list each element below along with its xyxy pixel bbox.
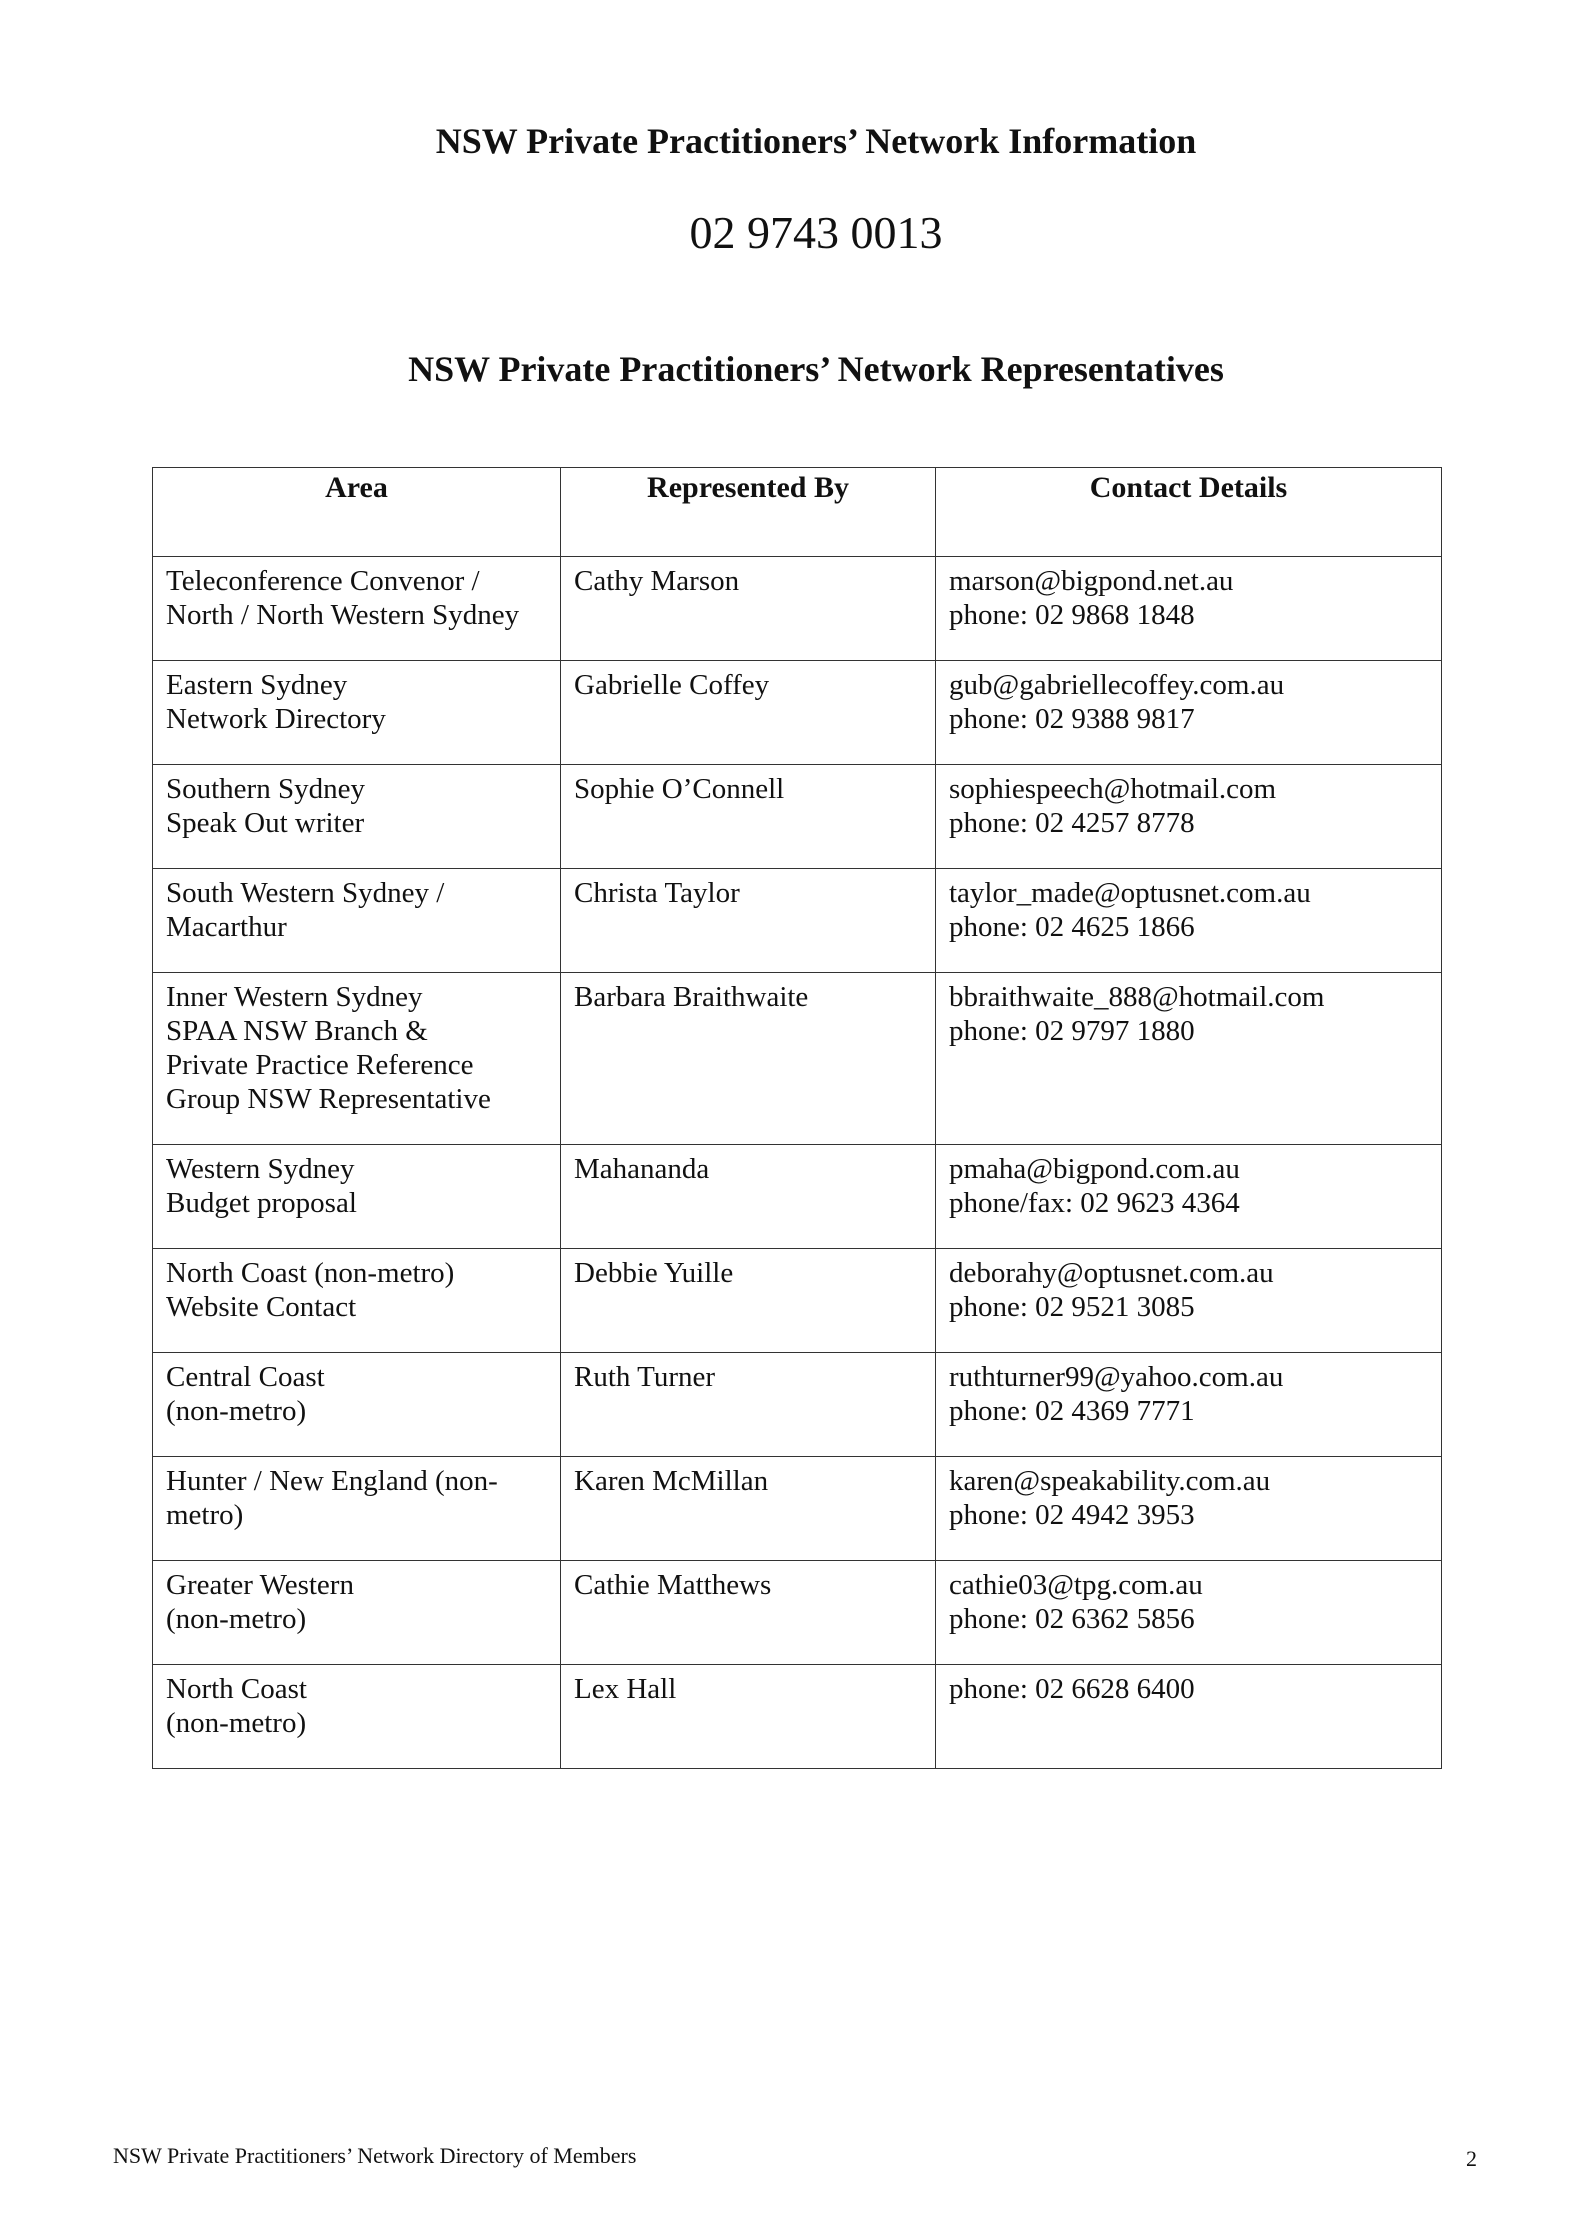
representative-cell (561, 1249, 936, 1353)
representative-cell (561, 869, 936, 973)
area-line: (non-metro) (166, 1395, 307, 1427)
representatives-table (152, 467, 1442, 1769)
page-number: 2 (1466, 2146, 1477, 2171)
area-line: Central Coast (166, 1361, 325, 1393)
column-header-area: Area (153, 468, 561, 557)
column-header-contact-details: Contact Details (936, 468, 1442, 557)
area-line: North / North Western Sydney (166, 599, 520, 631)
area-line: Hunter / New England (non- (166, 1465, 498, 1497)
area-line: Speak Out writer (166, 807, 365, 839)
representative-cell (561, 973, 936, 1145)
page-title: NSW Private Practitioners’ Network Information (435, 121, 1197, 161)
table-row (153, 661, 1442, 765)
representative-name: Lex Hall (574, 1673, 677, 1705)
contact-cell (936, 869, 1442, 973)
area-line: Macarthur (166, 911, 287, 943)
area-cell (153, 1561, 561, 1665)
contact-phone: phone: 02 6628 6400 (949, 1673, 1195, 1705)
representative-name: Sophie O’Connell (574, 773, 785, 805)
table-row (153, 1249, 1442, 1353)
area-cell (153, 869, 561, 973)
area-line: North Coast (non-metro) (166, 1257, 455, 1289)
contact-email: bbraithwaite_888@hotmail.com (949, 981, 1325, 1013)
area-cell (153, 1665, 561, 1769)
contact-phone: phone: 02 4257 8778 (949, 807, 1195, 839)
contact-cell (936, 1457, 1442, 1561)
contact-email: cathie03@tpg.com.au (949, 1569, 1203, 1601)
representative-cell (561, 765, 936, 869)
area-cell (153, 1457, 561, 1561)
contact-phone: phone: 02 9868 1848 (949, 599, 1195, 631)
area-line: Budget proposal (166, 1187, 357, 1219)
area-line: Private Practice Reference (166, 1049, 474, 1081)
contact-cell (936, 1353, 1442, 1457)
table-body (153, 557, 1442, 1769)
contact-email: marson@bigpond.net.au (949, 565, 1234, 597)
representative-cell (561, 661, 936, 765)
contact-phone: phone: 02 4369 7771 (949, 1395, 1195, 1427)
contact-cell (936, 765, 1442, 869)
contact-email: karen@speakability.com.au (949, 1465, 1271, 1497)
area-line: Greater Western (166, 1569, 354, 1601)
representative-name: Christa Taylor (574, 877, 740, 909)
representative-name: Ruth Turner (574, 1361, 716, 1393)
representative-name: Mahananda (574, 1153, 710, 1185)
table-row (153, 1145, 1442, 1249)
representative-cell (561, 1457, 936, 1561)
representative-name: Gabrielle Coffey (574, 669, 770, 701)
contact-email: gub@gabriellecoffey.com.au (949, 669, 1285, 701)
contact-phone: phone/fax: 02 9623 4364 (949, 1187, 1240, 1219)
area-cell (153, 1249, 561, 1353)
contact-phone: phone: 02 9388 9817 (949, 703, 1195, 735)
contact-phone: phone: 02 6362 5856 (949, 1603, 1195, 1635)
contact-email: sophiespeech@hotmail.com (949, 773, 1277, 805)
area-line: Network Directory (166, 703, 386, 735)
table-row (153, 973, 1442, 1145)
area-line: (non-metro) (166, 1707, 307, 1739)
footer-text: NSW Private Practitioners’ Network Directory of Members (113, 2143, 637, 2168)
representative-name: Debbie Yuille (574, 1257, 734, 1289)
area-line: South Western Sydney / (166, 877, 445, 909)
contact-cell (936, 973, 1442, 1145)
area-line: Group NSW Representative (166, 1083, 491, 1115)
area-line: Western Sydney (166, 1153, 355, 1185)
contact-cell (936, 1561, 1442, 1665)
network-phone-number: 02 9743 0013 (689, 207, 943, 258)
representative-cell (561, 1353, 936, 1457)
area-cell (153, 1145, 561, 1249)
area-line: SPAA NSW Branch & (166, 1015, 428, 1047)
column-header-represented-by: Represented By (561, 468, 936, 557)
table-header-row (153, 468, 1442, 557)
area-line: Inner Western Sydney (166, 981, 423, 1013)
contact-cell (936, 1249, 1442, 1353)
representative-name: Cathie Matthews (574, 1569, 772, 1601)
contact-phone: phone: 02 9521 3085 (949, 1291, 1195, 1323)
contact-email: ruthturner99@yahoo.com.au (949, 1361, 1284, 1393)
table-row (153, 557, 1442, 661)
table-row (153, 765, 1442, 869)
area-line: (non-metro) (166, 1603, 307, 1635)
area-line: Teleconference Convenor / (166, 565, 480, 597)
area-line: North Coast (166, 1673, 307, 1705)
representative-cell (561, 1145, 936, 1249)
contact-phone: phone: 02 9797 1880 (949, 1015, 1195, 1047)
table-row (153, 1457, 1442, 1561)
representative-name: Barbara Braithwaite (574, 981, 809, 1013)
table-header (153, 468, 1442, 557)
area-line: Website Contact (166, 1291, 357, 1323)
table-row (153, 1561, 1442, 1665)
area-cell (153, 661, 561, 765)
contact-cell (936, 661, 1442, 765)
contact-cell (936, 557, 1442, 661)
area-cell (153, 765, 561, 869)
representative-cell (561, 1561, 936, 1665)
representative-cell (561, 557, 936, 661)
table-row (153, 1353, 1442, 1457)
area-line: metro) (166, 1499, 244, 1531)
area-cell (153, 1353, 561, 1457)
area-line: Southern Sydney (166, 773, 365, 805)
table-row (153, 869, 1442, 973)
contact-email: pmaha@bigpond.com.au (949, 1153, 1240, 1185)
area-cell (153, 557, 561, 661)
contact-email: deborahy@optusnet.com.au (949, 1257, 1274, 1289)
contact-phone: phone: 02 4942 3953 (949, 1499, 1195, 1531)
contact-phone: phone: 02 4625 1866 (949, 911, 1195, 943)
section-title: NSW Private Practitioners’ Network Representatives (408, 349, 1224, 389)
contact-cell (936, 1145, 1442, 1249)
table-row (153, 1665, 1442, 1769)
representative-name: Karen McMillan (574, 1465, 769, 1497)
area-line: Eastern Sydney (166, 669, 348, 701)
representative-cell (561, 1665, 936, 1769)
contact-cell (936, 1665, 1442, 1769)
representative-name: Cathy Marson (574, 565, 740, 597)
area-cell (153, 973, 561, 1145)
contact-email: taylor_made@optusnet.com.au (949, 877, 1311, 909)
